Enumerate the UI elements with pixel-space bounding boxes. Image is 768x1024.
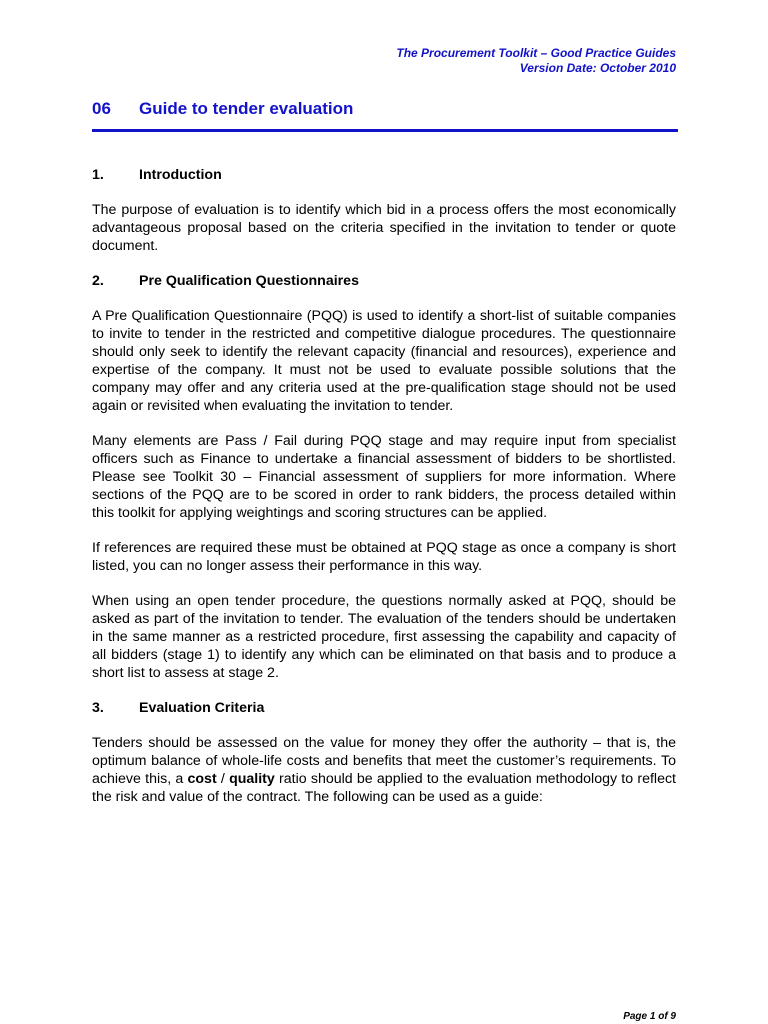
paragraph: Many elements are Pass / Fail during PQQ stage and may require input from specialist officers such as Finance to undertake a financial assessment of bidders to be shortlisted. Please see Toolkit 30 – Financial assessment of suppliers for more information. Where sections of the PQQ are to be scored in order to rank bidders, the process detailed within this toolkit for applying weightings and scoring structures can be applied. <box>92 433 676 521</box>
document-body <box>92 166 676 823</box>
paragraph: The purpose of evaluation is to identify which bid in a process offers the most economically advantageous proposal based on the criteria specified in the invitation to tender or quote document. <box>92 202 676 254</box>
section-title: Pre Qualification Questionnaires <box>139 273 359 289</box>
section-title: Introduction <box>139 167 222 183</box>
paragraph-text: Tenders should be assessed on the value for money they offer the authority – that is, the optimum balance of whole-life costs and benefits that meet the customer’s requirements. To achieve this, a <box>92 735 676 787</box>
page-title-number: 06 <box>92 99 111 118</box>
paragraph: When using an open tender procedure, the questions normally asked at PQQ, should be asked as part of the invitation to tender. The evaluation of the tenders should be undertaken in the same manner as a restricted procedure, first assessing the capability and capacity of all bidders (stage 1) to identify any which can be eliminated on that basis and to produce a short list to assess at stage 2. <box>92 593 676 681</box>
paragraph <box>92 734 676 806</box>
page-number: Page 1 of 9 <box>623 1011 676 1022</box>
emphasis-cost: cost <box>187 771 217 787</box>
section-number: 1. <box>92 167 104 183</box>
section-heading-evaluation-criteria <box>92 699 676 717</box>
section-heading-introduction <box>92 166 676 184</box>
emphasis-quality: quality <box>229 771 275 787</box>
paragraph-text: / <box>216 771 230 787</box>
paragraph: A Pre Qualification Questionnaire (PQQ) is used to identify a short-list of suitable companies to invite to tender in the restricted and competitive dialogue procedures. The questionnaire should only seek to identify the relevant capacity (financial and resources), experience and expertise of the company. It must not be used to evaluate possible solutions that the company may offer and any criteria used at the pre-qualification stage should not be used again or revisited when evaluating the invitation to tender. <box>92 308 676 414</box>
page-title <box>92 98 678 120</box>
header-version-date: Version Date: October 2010 <box>519 61 676 75</box>
section-heading-pqq <box>92 272 676 290</box>
section-number: 2. <box>92 273 104 289</box>
page-title-text: Guide to tender evaluation <box>139 99 354 118</box>
document-header <box>396 46 676 76</box>
section-number: 3. <box>92 700 104 716</box>
header-toolkit-title: The Procurement Toolkit – Good Practice Guides <box>396 46 676 60</box>
paragraph-text: ratio should be applied to the evaluation methodology to reflect the risk and value of the contract. The following can be used as a guide: <box>92 771 676 805</box>
paragraph: If references are required these must be obtained at PQQ stage as once a company is short listed, you can no longer assess their performance in this way. <box>92 540 676 574</box>
section-title: Evaluation Criteria <box>139 700 265 716</box>
title-divider <box>92 129 678 132</box>
